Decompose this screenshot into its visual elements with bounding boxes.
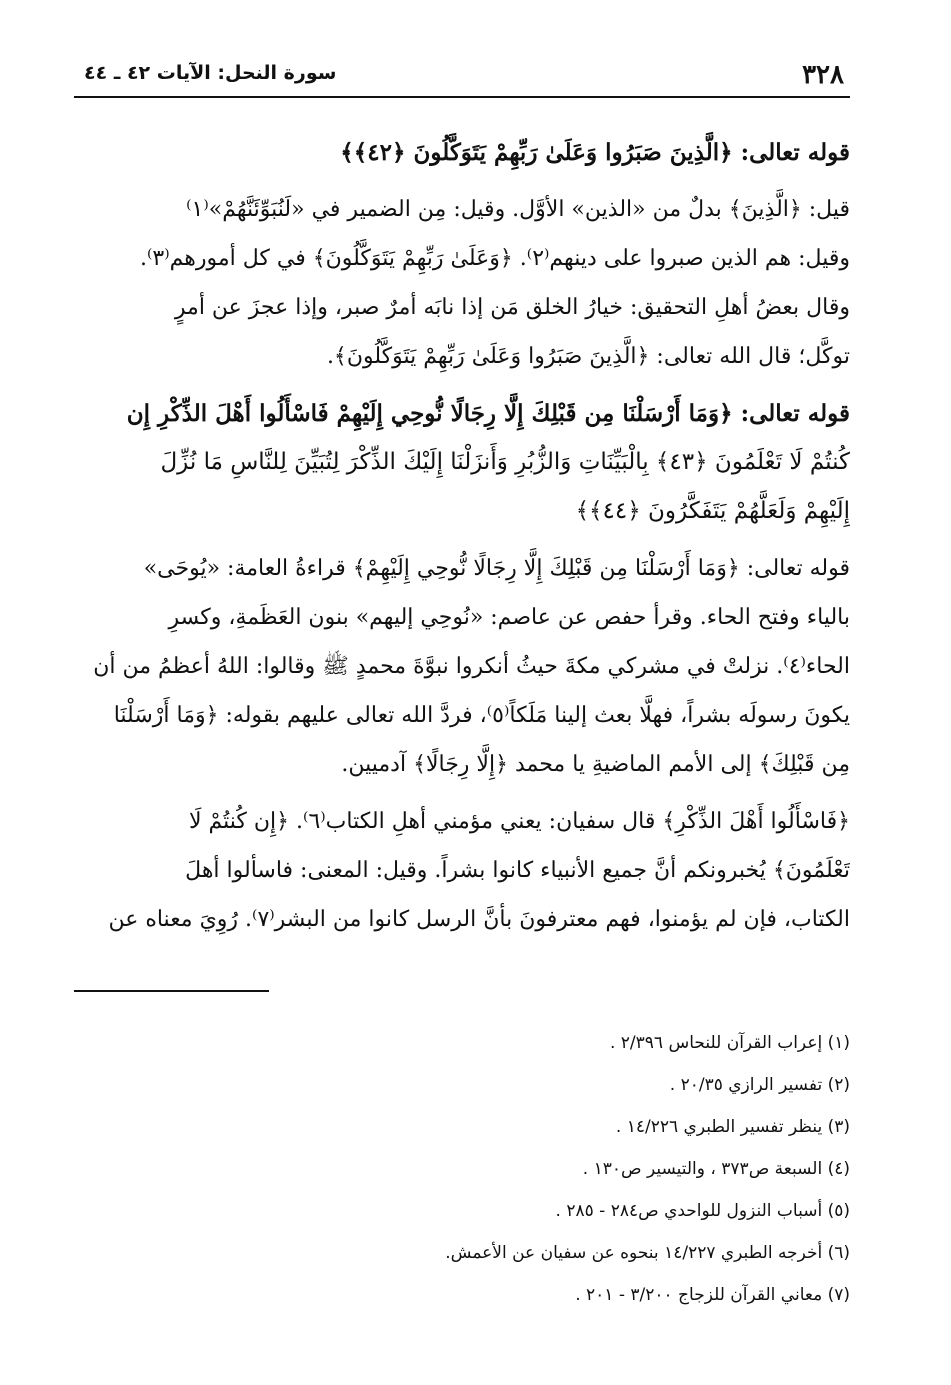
commentary-paragraph-3 xyxy=(74,797,850,944)
running-title: سورة النحل: الآيات ٤٢ ـ ٤٤ xyxy=(84,62,337,84)
text-line: وقال بعضُ أهلِ التحقيق: خيارُ الخلق مَن إذا نابَه أمرٌ صبر، وإذا عجزَ عن أمرٍ xyxy=(174,295,850,320)
footnote-2: (٢) تفسير الرازي ٢٠/٣٥ . xyxy=(669,1075,850,1095)
text-line: توكَّل؛ قال الله تعالى: ﴿الَّذِينَ صَبَرُوا وَعَلَىٰ رَبِّهِمْ يَتَوَكَّلُونَ﴾. xyxy=(326,344,850,369)
text-line: يكونَ رسولَه بشراً، فهلَّا بعث إلينا مَلَكاً⁽٥⁾، فردَّ الله تعالى عليهم بقوله: ﴿وَمَا أَرْسَلْنَا xyxy=(113,703,850,728)
footnote-7: (٧) معاني القرآن للزجاج ٣/٢٠٠ - ٢٠١ . xyxy=(575,1285,850,1305)
footnote-6: (٦) أخرجه الطبري ١٤/٢٢٧ بنحوه عن سفيان عن الأعمش. xyxy=(445,1243,850,1263)
footnote-separator xyxy=(74,990,269,992)
verse-line: كُنتُمْ لَا تَعْلَمُونَ ﴿٤٣﴾ بِالْبَيِّنَاتِ وَالزُّبُرِ وَأَنزَلْنَا إِلَيْكَ الذِّكْرَ لِتُبَيِّنَ لِلنَّاسِ مَا نُزِّلَ xyxy=(160,449,850,475)
footnotes xyxy=(74,1022,850,1316)
verse-heading-42: قوله تعالى: ﴿الَّذِينَ صَبَرُوا وَعَلَىٰ رَبِّهِمْ يَتَوَكَّلُونَ ﴿٤٢﴾﴾ xyxy=(340,139,850,166)
text-line: بالياء وفتح الحاء. وقرأ حفص عن عاصم: «نُوحِي إليهم» بنون العَظَمةِ، وكسرِ xyxy=(168,605,850,630)
text-line: مِن قَبْلِكَ﴾ إلى الأمم الماضيةِ يا محمد ﴿إِلَّا رِجَالًا﴾ آدميين. xyxy=(341,752,850,777)
verse-block-42 xyxy=(74,128,850,177)
verse-block-43-44 xyxy=(74,389,850,536)
page-header xyxy=(74,58,850,98)
commentary-paragraph-2 xyxy=(74,544,850,789)
text-line: ﴿فَاسْأَلُوا أَهْلَ الذِّكْرِ﴾ قال سفيان: يعني مؤمني أهلِ الكتاب⁽٦⁾. ﴿إِن كُنتُمْ لَا xyxy=(188,809,850,834)
text-line: الكتاب، فإن لم يؤمنوا، فهم معترفونَ بأنَّ الرسل كانوا من البشر⁽٧⁾. رُوِيَ معناه عن xyxy=(108,907,850,932)
page-number: ٣٢٨ xyxy=(802,60,844,90)
text-line: قيل: ﴿الَّذِينَ﴾ بدلٌ من «الذين» الأوَّل. وقيل: مِن الضمير في «لَنُبَوِّئَنَّهُمْ»⁽١⁾ xyxy=(186,197,850,222)
footnote-1: (١) إعراب القرآن للنحاس ٢/٣٩٦ . xyxy=(609,1033,850,1053)
footnote-4: (٤) السبعة ص٣٧٣ ، والتيسير ص١٣٠ . xyxy=(582,1159,850,1179)
text-line: تَعْلَمُونَ﴾ يُخبرونكم أنَّ جميع الأنبياء كانوا بشراً. وقيل: المعنى: فاسألوا أهلَ xyxy=(185,858,850,883)
text-line: قوله تعالى: ﴿وَمَا أَرْسَلْنَا مِن قَبْلِكَ إِلَّا رِجَالًا نُّوحِي إِلَيْهِمْ﴾ قراءةُ العامة: «يُوحَى» xyxy=(143,556,850,581)
verse-line: إِلَيْهِمْ وَلَعَلَّهُمْ يَتَفَكَّرُونَ ﴿٤٤﴾﴾ xyxy=(575,498,850,524)
footnote-5: (٥) أسباب النزول للواحدي ص٢٨٤ - ٢٨٥ . xyxy=(555,1201,850,1221)
text-line: وقيل: هم الذين صبروا على دينهم⁽٢⁾. ﴿وَعَلَىٰ رَبِّهِمْ يَتَوَكَّلُونَ﴾ في كل أمورهم⁽٣⁾. xyxy=(139,246,850,271)
text-line: الحاء⁽٤⁾. نزلتْ في مشركي مكةَ حيثُ أنكروا نبوَّةَ محمدٍ ﷺ وقالوا: اللهُ أعظمُ من أن xyxy=(93,654,850,679)
verse-heading-43: قوله تعالى: ﴿وَمَا أَرْسَلْنَا مِن قَبْلِكَ إِلَّا رِجَالًا نُّوحِي إِلَيْهِمْ فَاسْأَلُوا أَهْلَ الذِّكْرِ إِن xyxy=(126,400,850,427)
commentary-paragraph-1 xyxy=(74,185,850,381)
page-body xyxy=(74,128,850,952)
footnote-3: (٣) ينظر تفسير الطبري ١٤/٢٢٦ . xyxy=(615,1117,850,1137)
